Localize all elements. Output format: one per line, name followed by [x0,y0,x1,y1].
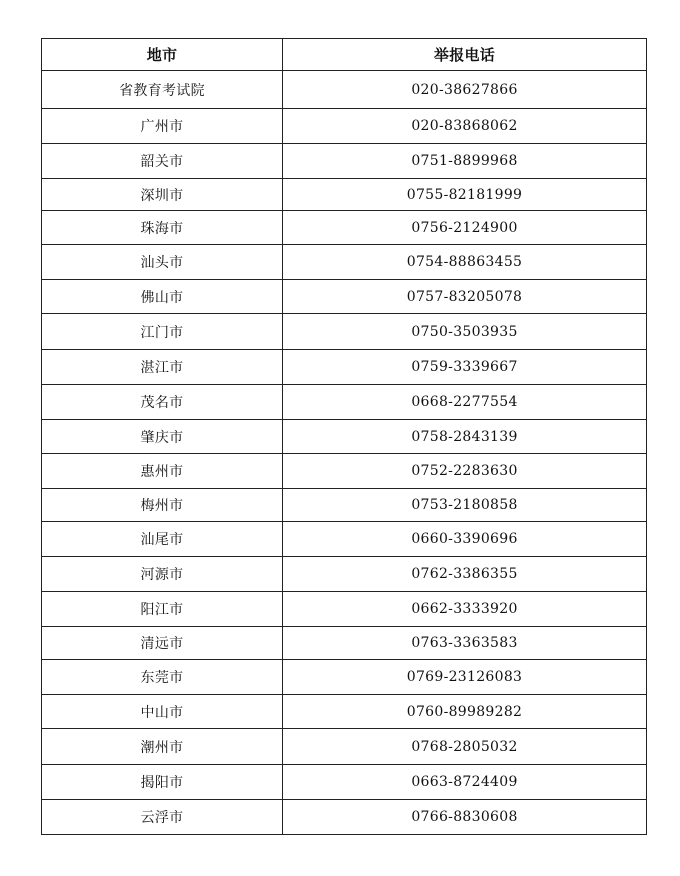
city-cell: 省教育考试院 [42,71,283,109]
phone-cell: 0668-2277554 [283,385,647,420]
phone-cell: 0756-2124900 [283,211,647,245]
table-row [42,350,647,385]
table-header-row [42,39,647,71]
city-cell: 汕尾市 [42,522,283,557]
table-row [42,557,647,592]
table-row [42,71,647,109]
phone-cell: 0754-88863455 [283,245,647,280]
city-cell: 肇庆市 [42,420,283,454]
table-row [42,314,647,350]
phone-cell: 0753-2180858 [283,489,647,522]
phone-cell: 0757-83205078 [283,280,647,314]
phone-cell: 0752-2283630 [283,454,647,489]
table-row [42,280,647,314]
city-cell: 清远市 [42,627,283,660]
phone-cell: 0660-3390696 [283,522,647,557]
table-row [42,627,647,660]
city-cell: 揭阳市 [42,765,283,800]
phone-cell: 0769-23126083 [283,660,647,695]
header-city: 地市 [42,39,283,71]
city-cell: 汕头市 [42,245,283,280]
table-row [42,420,647,454]
city-cell: 珠海市 [42,211,283,245]
city-cell: 广州市 [42,109,283,144]
city-cell: 潮州市 [42,729,283,765]
table-row [42,765,647,800]
phone-cell: 020-83868062 [283,109,647,144]
city-cell: 河源市 [42,557,283,592]
header-phone: 举报电话 [283,39,647,71]
phone-cell: 0750-3503935 [283,314,647,350]
city-cell: 阳江市 [42,592,283,627]
table-row [42,245,647,280]
phone-cell: 0762-3386355 [283,557,647,592]
phone-cell: 0759-3339667 [283,350,647,385]
phone-cell: 0758-2843139 [283,420,647,454]
phone-cell: 0760-89989282 [283,695,647,729]
phone-cell: 0763-3363583 [283,627,647,660]
table-row [42,522,647,557]
city-cell: 惠州市 [42,454,283,489]
city-cell: 中山市 [42,695,283,729]
city-cell: 江门市 [42,314,283,350]
city-cell: 佛山市 [42,280,283,314]
phone-cell: 020-38627866 [283,71,647,109]
phone-cell: 0662-3333920 [283,592,647,627]
table-row [42,592,647,627]
phone-cell: 0751-8899968 [283,144,647,179]
table-row [42,109,647,144]
phone-cell: 0768-2805032 [283,729,647,765]
table-row [42,695,647,729]
phone-cell: 0755-82181999 [283,179,647,211]
phone-cell: 0663-8724409 [283,765,647,800]
city-cell: 云浮市 [42,800,283,835]
phone-cell: 0766-8830608 [283,800,647,835]
city-cell: 茂名市 [42,385,283,420]
city-cell: 湛江市 [42,350,283,385]
report-phone-table [41,38,647,835]
table-row [42,179,647,211]
table-row [42,660,647,695]
table-row [42,385,647,420]
city-cell: 深圳市 [42,179,283,211]
table-row [42,800,647,835]
city-cell: 梅州市 [42,489,283,522]
table-row [42,211,647,245]
table-row [42,489,647,522]
city-cell: 韶关市 [42,144,283,179]
table-row [42,729,647,765]
city-cell: 东莞市 [42,660,283,695]
table-row [42,454,647,489]
table-row [42,144,647,179]
